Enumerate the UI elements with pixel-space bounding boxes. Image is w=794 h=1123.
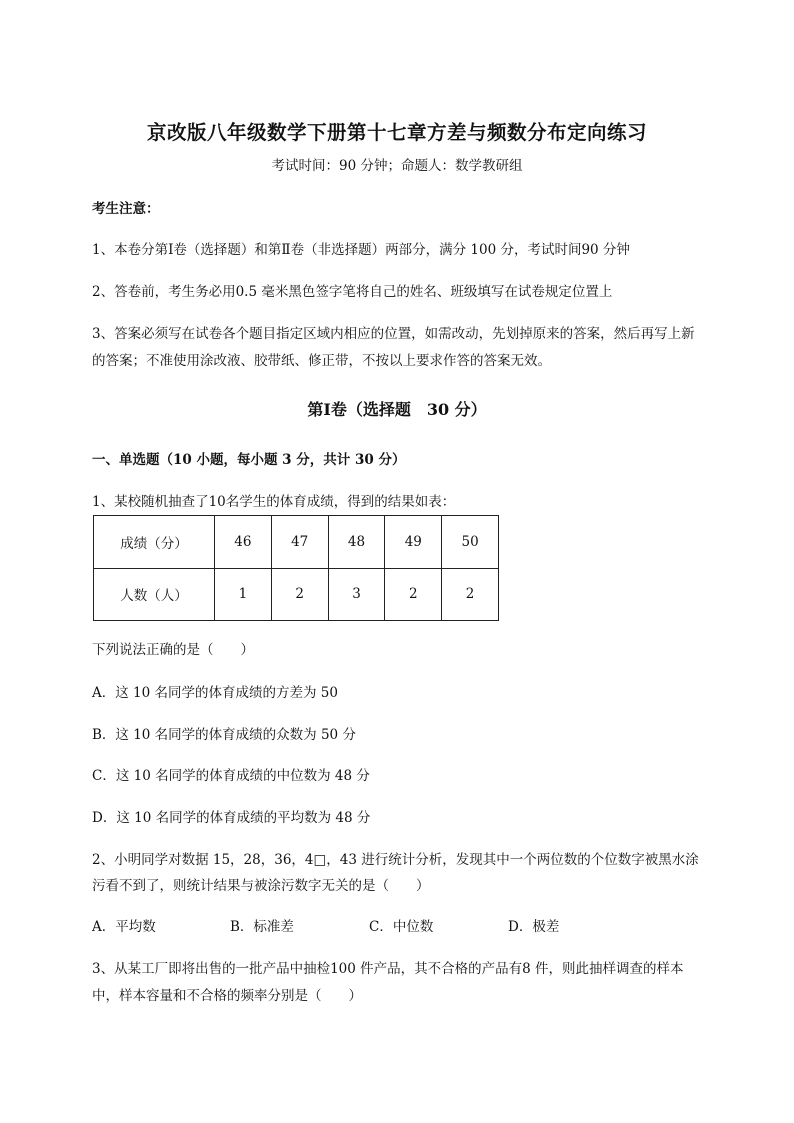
table-cell: 46 xyxy=(215,516,272,569)
question-1-stem: 1、某校随机抽查了10名学生的体育成绩，得到的结果如表： xyxy=(92,494,456,510)
part-heading: 一、单选题（10 小题，每小题 3 分，共计 30 分） xyxy=(92,452,406,468)
table-cell: 48 xyxy=(328,516,385,569)
question-2-option-c: C．中位数 xyxy=(369,919,434,935)
question-1-option-a: A．这 10 名同学的体育成绩的方差为 50 xyxy=(92,685,338,701)
question-2-option-b: B．标准差 xyxy=(230,919,294,935)
table-cell: 2 xyxy=(385,568,442,621)
table-cell: 1 xyxy=(215,568,272,621)
table-cell: 人数（人） xyxy=(94,568,215,621)
section-title: 第Ⅰ卷（选择题 30 分） xyxy=(307,400,487,419)
table-cell: 2 xyxy=(442,568,499,621)
notice-item-3-cont: 的答案；不准使用涂改液、胶带纸、修正带，不按以上要求作答的答案无效。 xyxy=(92,353,551,369)
table-row xyxy=(94,516,499,569)
question-3-stem: 3、从某工厂即将出售的一批产品中抽检100 件产品，其不合格的产品有8 件，则此抽样调查的样本 xyxy=(92,961,684,977)
question-1-prompt: 下列说法正确的是（ ） xyxy=(92,642,254,658)
notice-item-1: 1、本卷分第Ⅰ卷（选择题）和第Ⅱ卷（非选择题）两部分，满分 100 分，考试时间90 分钟 xyxy=(92,242,630,258)
question-1-option-c: C．这 10 名同学的体育成绩的中位数为 48 分 xyxy=(92,768,370,784)
exam-info: 考试时间：90 分钟；命题人：数学教研组 xyxy=(271,158,523,174)
question-1-option-d: D．这 10 名同学的体育成绩的平均数为 48 分 xyxy=(92,810,371,826)
question-2-stem: 2、小明同学对数据 15，28，36，4□，43 进行统计分析，发现其中一个两位数的个位数字被黑水涂 xyxy=(92,852,699,868)
score-table xyxy=(93,515,499,621)
table-cell: 成绩（分） xyxy=(94,516,215,569)
table-row xyxy=(94,568,499,621)
table-cell: 2 xyxy=(271,568,328,621)
question-2-stem-cont: 污看不到了，则统计结果与被涂污数字无关的是（ ） xyxy=(92,878,430,894)
table-cell: 3 xyxy=(328,568,385,621)
notice-heading: 考生注意： xyxy=(92,201,160,217)
question-2-option-d: D．极差 xyxy=(508,919,560,935)
table-cell: 49 xyxy=(385,516,442,569)
table-cell: 47 xyxy=(271,516,328,569)
question-1-option-b: B．这 10 名同学的体育成绩的众数为 50 分 xyxy=(92,727,356,743)
table-cell: 50 xyxy=(442,516,499,569)
notice-item-3: 3、答案必须写在试卷各个题目指定区域内相应的位置，如需改动，先划掉原来的答案，然后再写上新 xyxy=(92,326,695,342)
question-3-stem-cont: 中，样本容量和不合格的频率分别是（ ） xyxy=(92,988,362,1004)
question-2-option-a: A．平均数 xyxy=(92,919,156,935)
notice-item-2: 2、答卷前，考生务必用0.5 毫米黑色签字笔将自己的姓名、班级填写在试卷规定位置上 xyxy=(92,284,613,300)
page-title: 京改版八年级数学下册第十七章方差与频数分布定向练习 xyxy=(146,121,647,144)
